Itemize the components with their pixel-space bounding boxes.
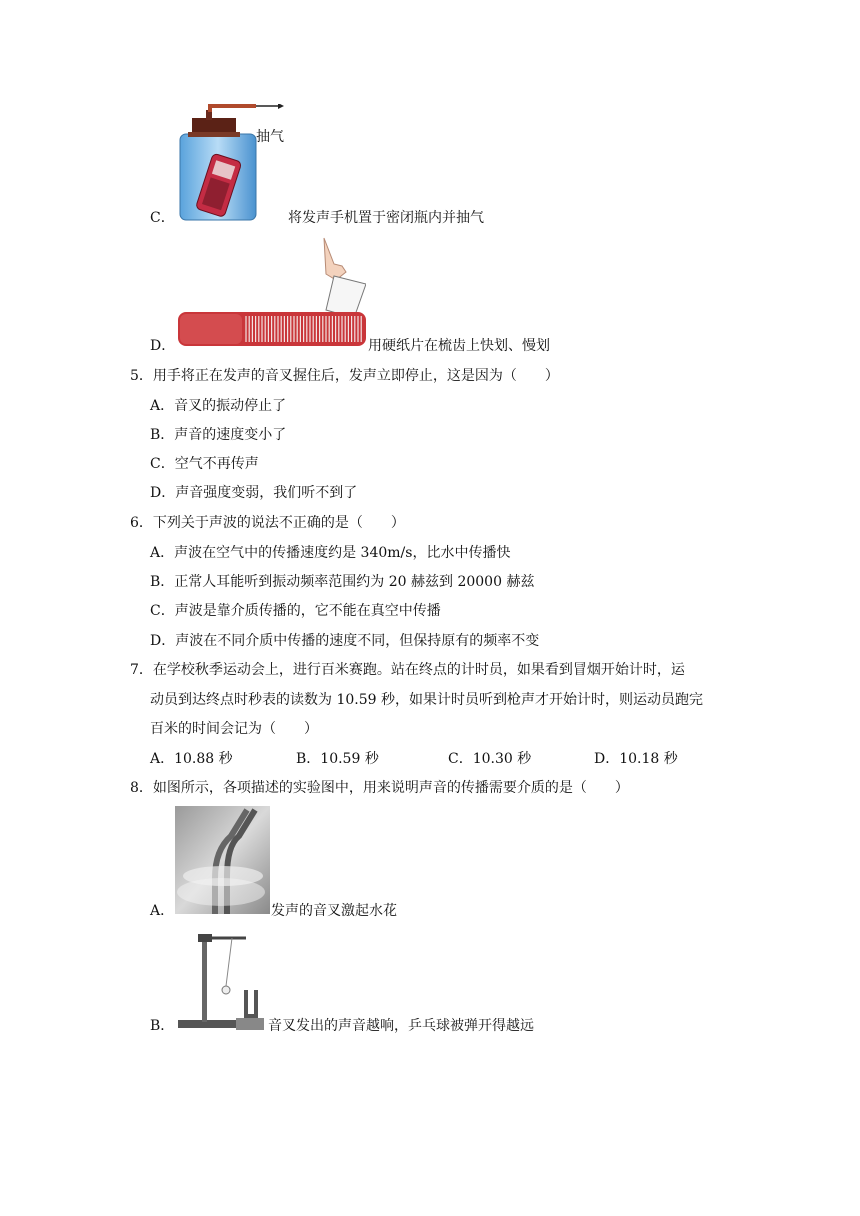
q5-stem: 5．用手将正在发声的音叉握住后，发声立即停止，这是因为（ ） bbox=[130, 368, 559, 384]
q7-stem-line-2: 动员到达终点时秒表的读数为 10.59 秒，如果计时员听到枪声才开始计时，则运动员跑完 bbox=[150, 692, 703, 708]
q4-option-d-text: 用硬纸片在梳齿上快划、慢划 bbox=[368, 338, 550, 354]
q7-option-a: A．10.88 秒 bbox=[150, 751, 233, 767]
q4-option-d-letter: D． bbox=[150, 338, 176, 354]
comb-illustration bbox=[176, 236, 366, 350]
q7-stem-line-1: 7．在学校秋季运动会上，进行百米赛跑。站在终点的计时员，如果看到冒烟开始计时，运 bbox=[130, 662, 685, 678]
sealed-jar-phone-figure bbox=[178, 104, 288, 222]
q5-option-a: A．音叉的振动停止了 bbox=[150, 398, 287, 414]
pendulum-fork-figure bbox=[178, 930, 266, 1032]
q5-option-d: D．声音强度变弱，我们听不到了 bbox=[150, 485, 358, 501]
comb-card-figure bbox=[176, 236, 366, 350]
q4-option-c-text: 将发声手机置于密闭瓶内并抽气 bbox=[288, 210, 484, 226]
q7-option-b: B．10.59 秒 bbox=[296, 751, 379, 767]
q8-option-b-letter: B． bbox=[150, 1018, 175, 1034]
q6-option-a: A．声波在空气中的传播速度约是 340m/s，比水中传播快 bbox=[150, 545, 511, 561]
q7-option-c: C．10.30 秒 bbox=[448, 751, 532, 767]
q8-stem: 8．如图所示，各项描述的实验图中，用来说明声音的传播需要介质的是（ ） bbox=[130, 780, 629, 796]
q8-option-b-text: 音叉发出的声音越响，乒乓球被弹开得越远 bbox=[268, 1018, 534, 1034]
q5-option-b: B．声音的速度变小了 bbox=[150, 427, 287, 443]
pump-air-label: 抽气 bbox=[256, 129, 284, 145]
q4-option-c-letter: C． bbox=[150, 210, 175, 226]
q6-option-d: D．声波在不同介质中传播的速度不同，但保持原有的频率不变 bbox=[150, 633, 540, 649]
tuning-fork-water-figure bbox=[175, 806, 270, 914]
q7-option-d: D．10.18 秒 bbox=[594, 751, 678, 767]
q6-stem: 6．下列关于声波的说法不正确的是（ ） bbox=[130, 515, 405, 531]
q8-option-a-letter: A． bbox=[150, 903, 175, 919]
q6-option-c: C．声波是靠介质传播的，它不能在真空中传播 bbox=[150, 603, 441, 619]
q7-stem-line-3: 百米的时间会记为（ ） bbox=[150, 721, 318, 737]
q6-option-b: B．正常人耳能听到振动频率范围约为 20 赫兹到 20000 赫兹 bbox=[150, 574, 535, 590]
q5-option-c: C．空气不再传声 bbox=[150, 456, 259, 472]
fork-water-photo bbox=[175, 806, 270, 914]
jar-phone-illustration bbox=[178, 104, 288, 222]
q8-option-a-text: 发声的音叉激起水花 bbox=[271, 903, 397, 919]
pendulum-ball-illustration bbox=[178, 930, 266, 1032]
